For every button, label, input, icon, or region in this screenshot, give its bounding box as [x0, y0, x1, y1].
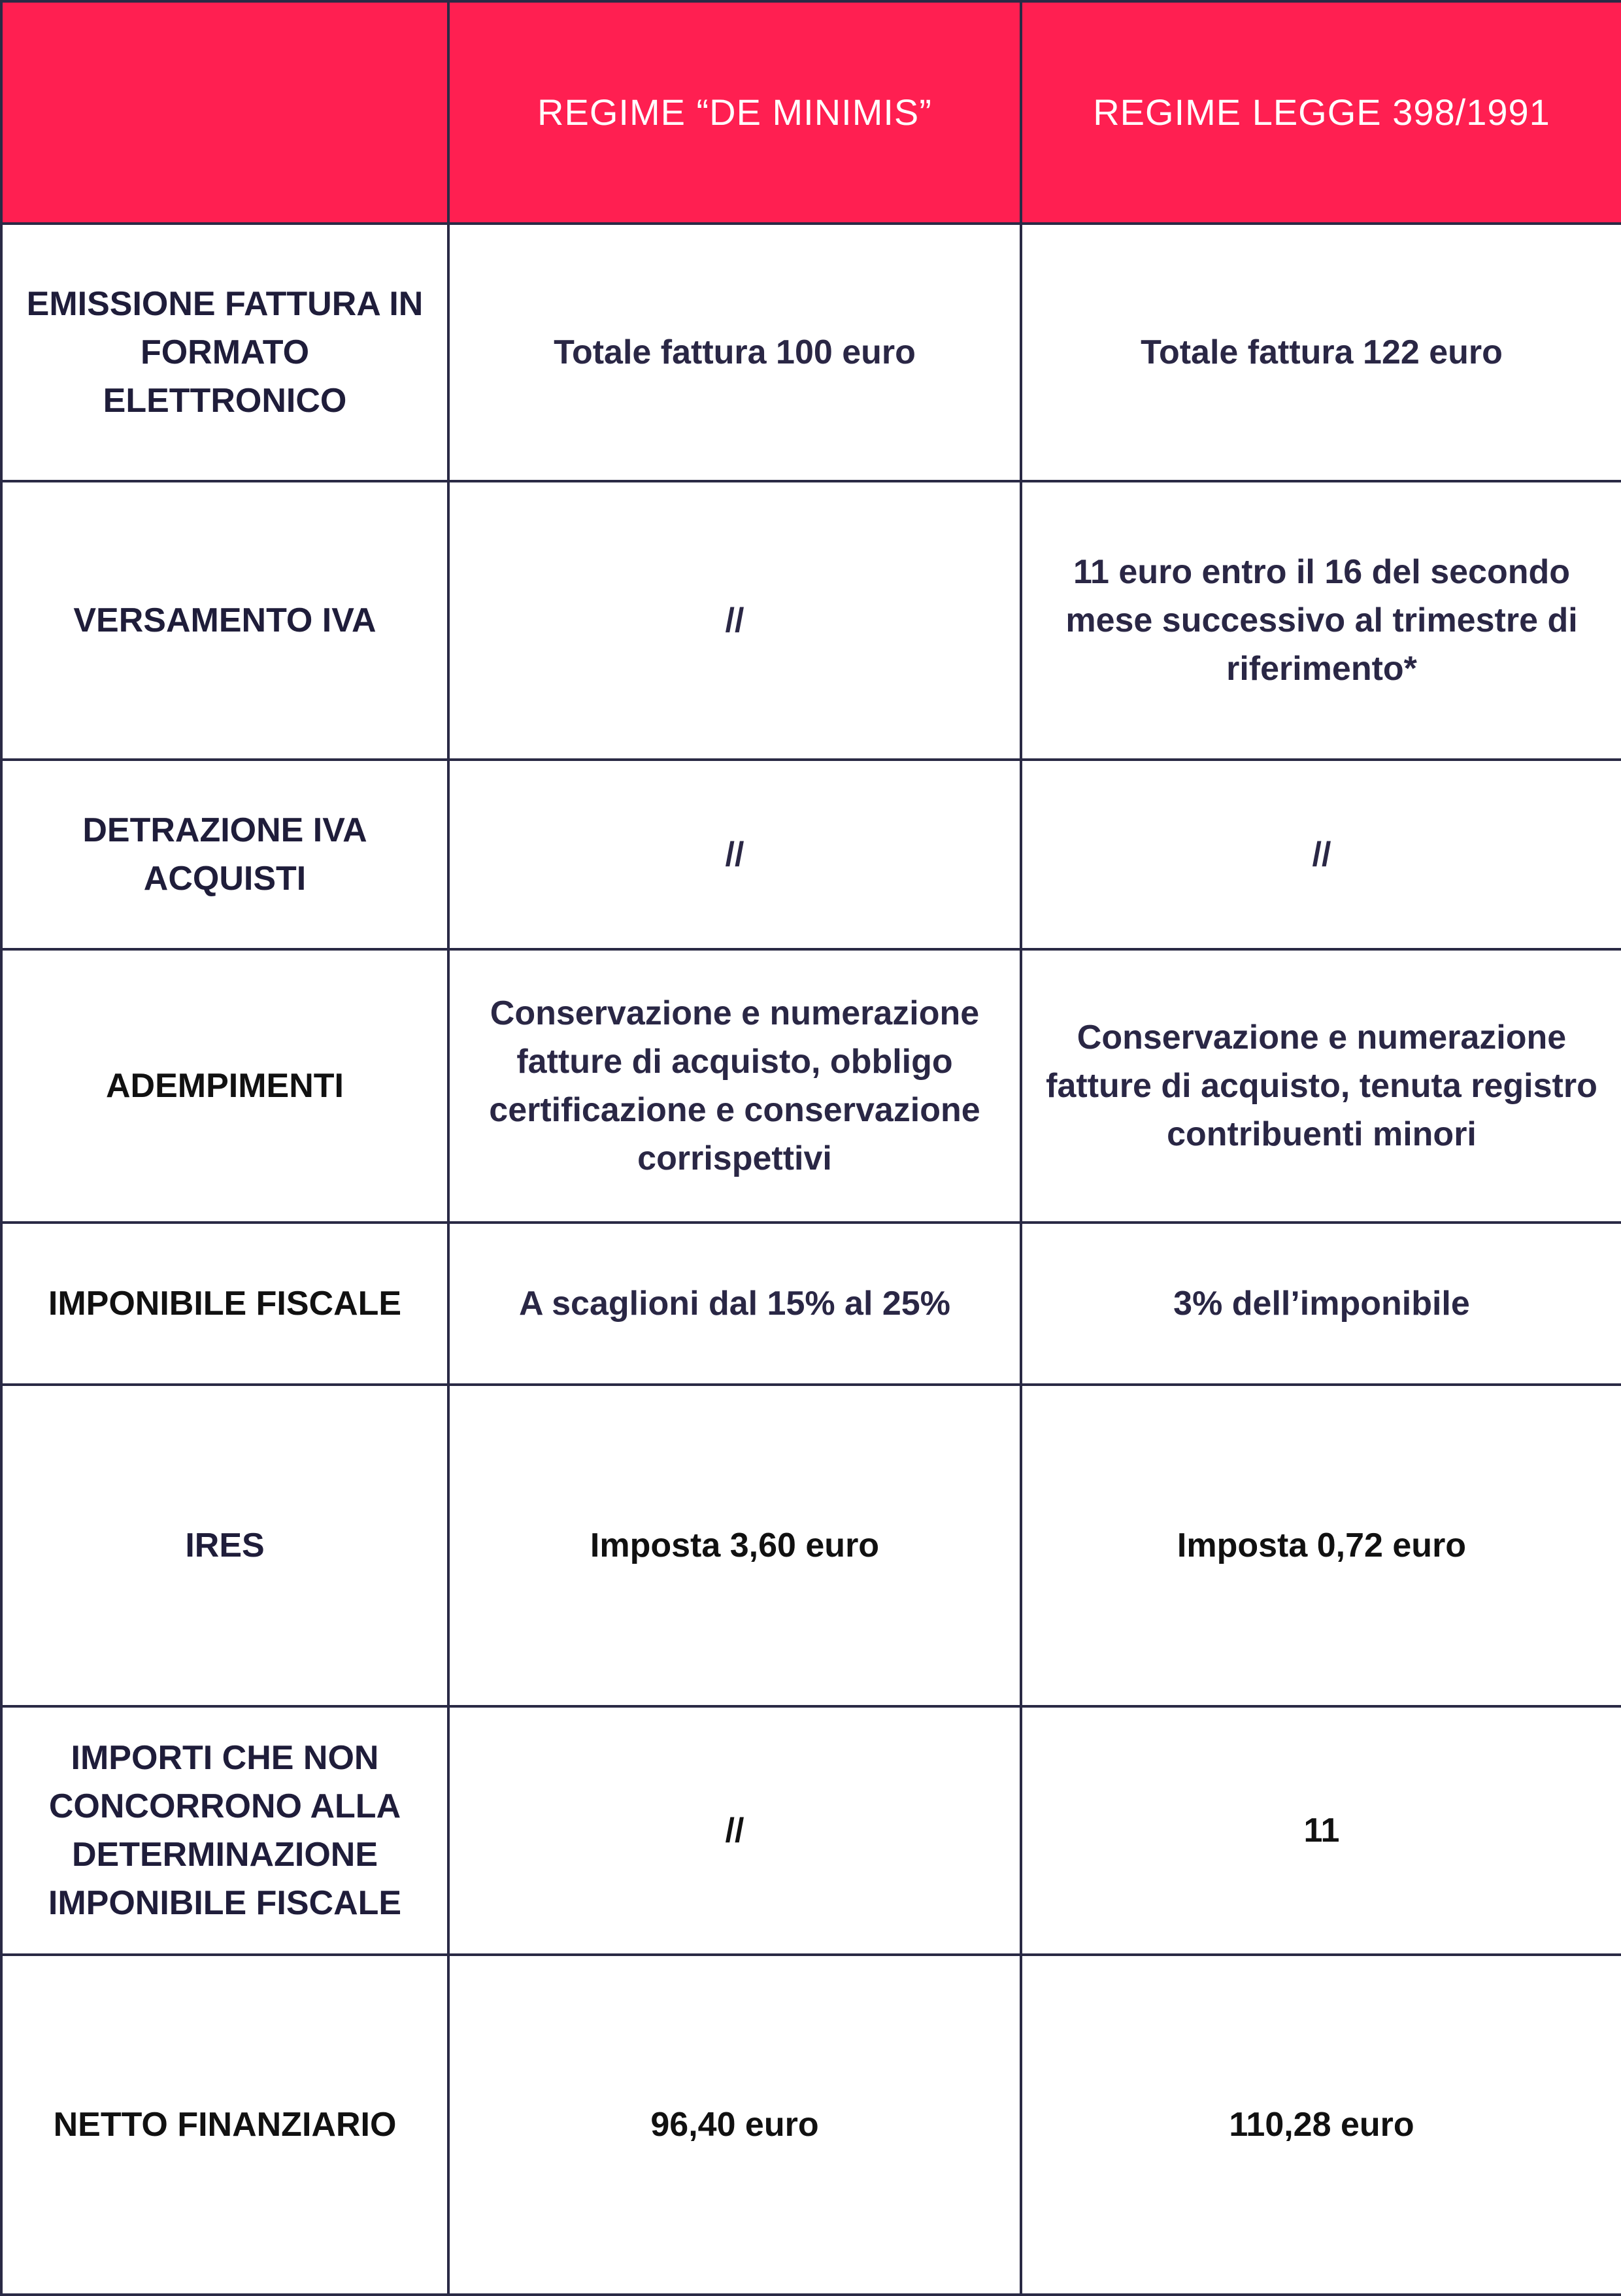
- cell-legge-398: 11: [1021, 1706, 1621, 1955]
- row-label: IMPONIBILE FISCALE: [1, 1223, 448, 1385]
- cell-legge-398: 3% dell’imponibile: [1021, 1223, 1621, 1385]
- header-de-minimis: REGIME “DE MINIMIS”: [448, 1, 1021, 224]
- table-row: [1, 760, 1621, 949]
- cell-legge-398: Conservazione e numerazione fatture di acquisto, tenuta registro contribuenti minori: [1021, 949, 1621, 1223]
- cell-legge-398: Imposta 0,72 euro: [1021, 1385, 1621, 1706]
- row-label: EMISSIONE FATTURA IN FORMATO ELETTRONICO: [1, 224, 448, 481]
- cell-de-minimis: Totale fattura 100 euro: [448, 224, 1021, 481]
- cell-legge-398: //: [1021, 760, 1621, 949]
- table-row: [1, 1223, 1621, 1385]
- row-label: DETRAZIONE IVA ACQUISTI: [1, 760, 448, 949]
- cell-de-minimis: A scaglioni dal 15% al 25%: [448, 1223, 1021, 1385]
- cell-de-minimis: //: [448, 1706, 1021, 1955]
- table-row: [1, 224, 1621, 481]
- row-label: NETTO FINANZIARIO: [1, 1955, 448, 2295]
- row-label: IMPORTI CHE NON CONCORRONO ALLA DETERMINAZIONE IMPONIBILE FISCALE: [1, 1706, 448, 1955]
- table-row: [1, 1706, 1621, 1955]
- cell-de-minimis: //: [448, 760, 1021, 949]
- cell-legge-398: Totale fattura 122 euro: [1021, 224, 1621, 481]
- table-row: [1, 1955, 1621, 2295]
- header-corner-cell: [1, 1, 448, 224]
- cell-de-minimis: Conservazione e numerazione fatture di acquisto, obbligo certificazione e conservazione corrispettivi: [448, 949, 1021, 1223]
- cell-legge-398: 11 euro entro il 16 del secondo mese successivo al trimestre di riferimento*: [1021, 481, 1621, 760]
- row-label: IRES: [1, 1385, 448, 1706]
- cell-de-minimis: Imposta 3,60 euro: [448, 1385, 1021, 1706]
- cell-de-minimis: //: [448, 481, 1021, 760]
- header-row: [1, 1, 1621, 224]
- table-row: [1, 1385, 1621, 1706]
- row-label: VERSAMENTO IVA: [1, 481, 448, 760]
- row-label: ADEMPIMENTI: [1, 949, 448, 1223]
- cell-de-minimis: 96,40 euro: [448, 1955, 1021, 2295]
- cell-legge-398: 110,28 euro: [1021, 1955, 1621, 2295]
- table-row: [1, 949, 1621, 1223]
- table-row: [1, 481, 1621, 760]
- header-legge-398: REGIME LEGGE 398/1991: [1021, 1, 1621, 224]
